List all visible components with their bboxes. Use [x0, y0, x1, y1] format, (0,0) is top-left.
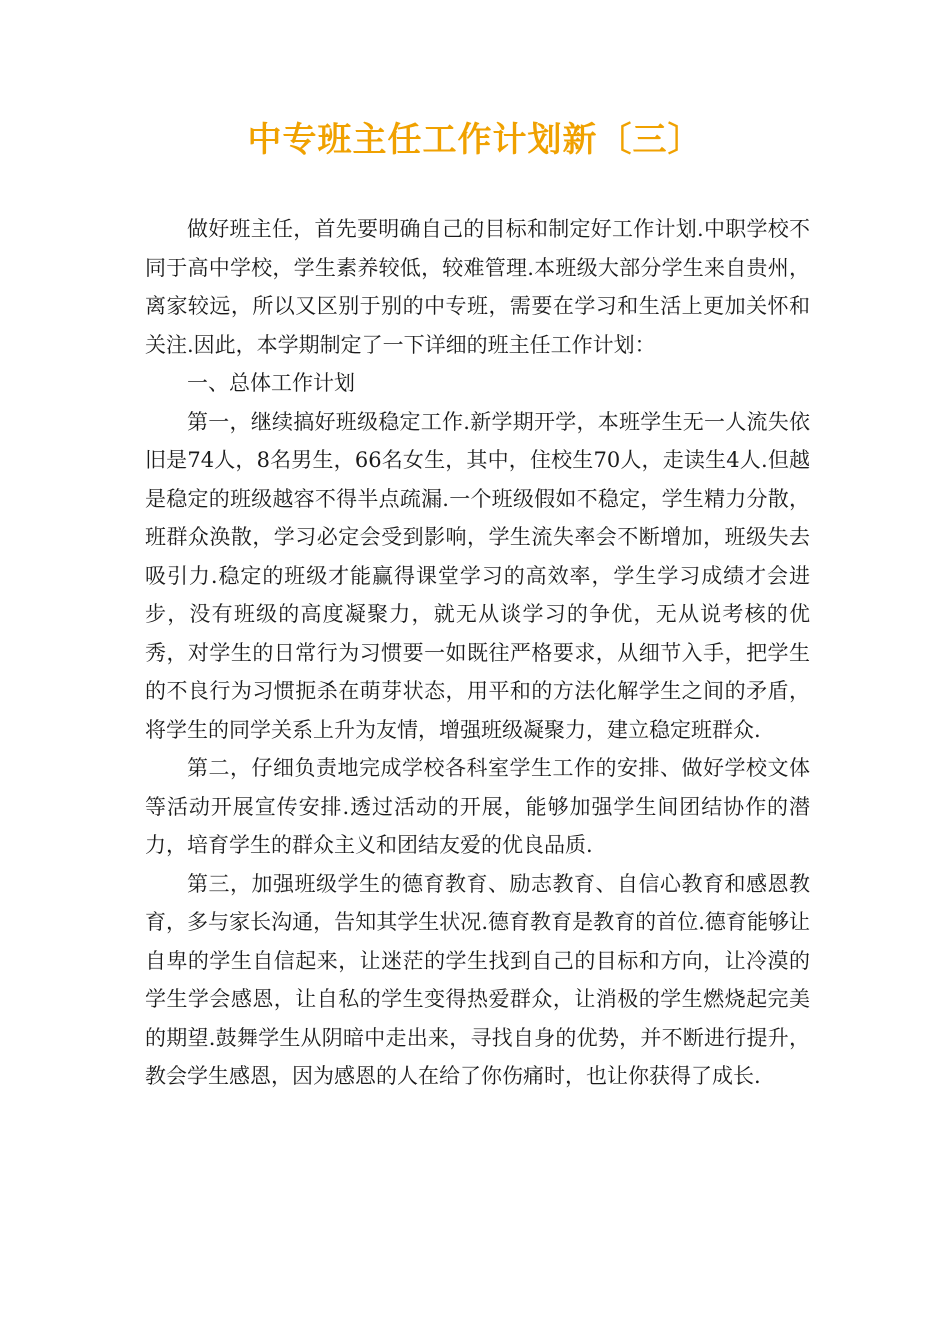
document-body: [145, 210, 810, 1096]
paragraph-third: 第三，加强班级学生的德育教育、励志教育、自信心教育和感恩教育，多与家长沟通，告知其学生状况.德育教育是教育的首位.德育能够让自卑的学生自信起来，让迷茫的学生找到自己的目标和方向，让冷漠的学生学会感恩，让自私的学生变得热爱群众，让消极的学生燃烧起完美的期望.鼓舞学生从阴暗中走出来，寻找自身的优势，并不断进行提升，教会学生感恩，因为感恩的人在给了你伤痛时，也让你获得了成长.: [145, 871, 810, 1088]
document-title: 中专班主任工作计划新〔三〕: [247, 120, 703, 160]
paragraph-second: 第二，仔细负责地完成学校各科室学生工作的安排、做好学校文体等活动开展宣传安排.透过活动的开展，能够加强学生间团结协作的潜力，培育学生的群众主义和团结友爱的优良品质.: [145, 756, 810, 857]
section-heading: 一、总体工作计划: [187, 371, 355, 395]
paragraph-first: 第一，继续搞好班级稳定工作.新学期开学，本班学生无一人流失依旧是74人，8名男生，66名女生，其中，住校生70人，走读生4人.但越是稳定的班级越容不得半点疏漏.一个班级假如不稳定，学生精力分散，班群众涣散，学习必定会受到影响，学生流失率会不断增加，班级失去吸引力.稳定的班级才能赢得课堂学习的高效率，学生学习成绩才会进步，没有班级的高度凝聚力，就无从谈学习的争优，无从说考核的优秀，对学生的日常行为习惯要一如既往严格要求，从细节入手，把学生的不良行为习惯扼杀在萌芽状态，用平和的方法化解学生之间的矛盾，将学生的同学关系上升为友情，增强班级凝聚力，建立稳定班群众.: [145, 409, 810, 742]
paragraph-intro: 做好班主任，首先要明确自己的目标和制定好工作计划.中职学校不同于高中学校，学生素养较低，较难管理.本班级大部分学生来自贵州，离家较远，所以又区别于别的中专班，需要在学习和生活上更加关怀和关注.因此，本学期制定了一下详细的班主任工作计划：: [145, 217, 810, 357]
